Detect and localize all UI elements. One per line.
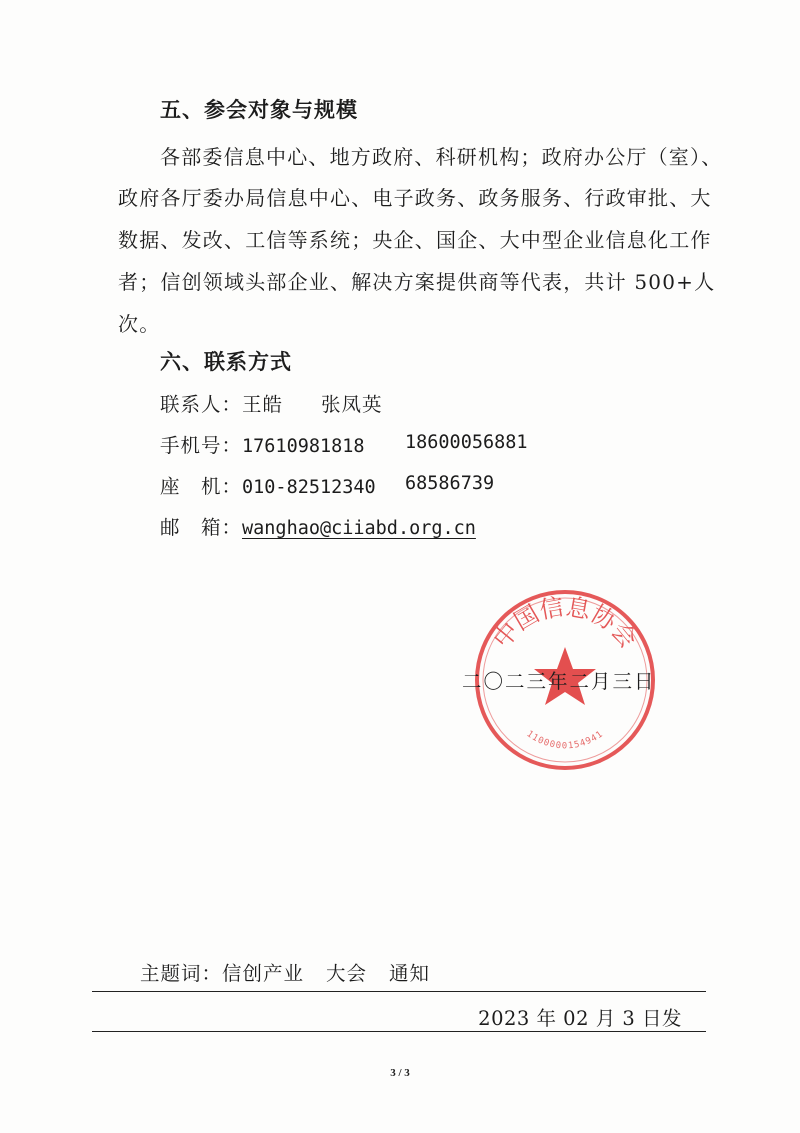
contact-name: 王皓 (242, 393, 284, 416)
email-link[interactable]: wanghao@ciiabd.org.cn (242, 518, 476, 539)
paragraph-line: 数据、发改、工信等系统；央企、国企、大中型企业信息化工作 (118, 228, 712, 252)
section-heading-participants: 五、参会对象与规模 (160, 97, 358, 122)
landline-row (160, 471, 376, 499)
mobile-number: 17610981818 (242, 436, 365, 457)
paragraph-line: 各部委信息中心、地方政府、科研机构；政府办公厅（室）、 (160, 145, 723, 169)
contact-row (160, 389, 283, 417)
divider-line (92, 991, 706, 992)
keywords-row (140, 958, 430, 986)
mobile-number: 18600056881 (405, 432, 528, 453)
seal-text: 中国信息协会 (487, 592, 643, 654)
keyword: 通知 (389, 962, 431, 985)
contact-label: 联系人： (160, 393, 243, 416)
mobile-row (160, 430, 365, 458)
seal-code: 1100000154941 (524, 729, 606, 752)
landline-label: 座 机： (160, 475, 243, 498)
signature-date: 二〇二三年二月三日 (462, 670, 656, 693)
keyword: 信创产业 (222, 962, 305, 985)
paragraph-line: 次。 (118, 312, 161, 336)
page-number: 3 / 3 (390, 1067, 410, 1079)
email-row (160, 512, 476, 540)
landline-number: 68586739 (405, 473, 495, 494)
keywords-label: 主题词： (140, 962, 223, 985)
paragraph-line: 者；信创领域头部企业、解决方案提供商等代表，共计 500+人 (118, 270, 716, 294)
mobile-label: 手机号： (160, 434, 243, 457)
email-label: 邮 箱： (160, 516, 243, 539)
section-heading-contact: 六、联系方式 (160, 349, 292, 374)
divider-line (92, 1031, 706, 1032)
keyword: 大会 (326, 962, 368, 985)
issue-date: 2023 年 02 月 3 日发 (478, 1007, 682, 1030)
contact-name: 张凤英 (321, 393, 383, 416)
landline-number: 010-82512340 (242, 477, 376, 498)
paragraph-line: 政府各厅委办局信息中心、电子政务、政务服务、行政审批、大 (118, 186, 712, 210)
